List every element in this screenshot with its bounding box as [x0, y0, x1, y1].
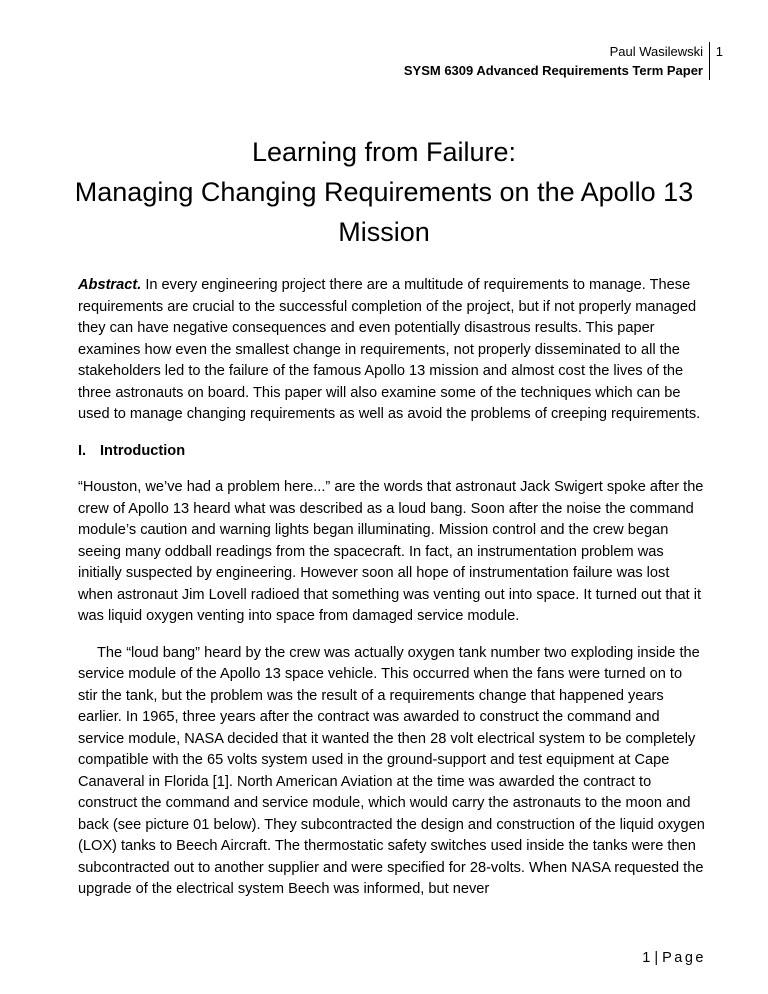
intro-paragraph-1: “Houston, we’ve had a problem here...” are the words that astronaut Jack Swigert spoke after the crew of Apollo 13 heard what was described as a loud bang. Soon after the noise the command module’s caution and warning lights began illuminating. Mission control and the crew began seeing many oddball readings from the spacecraft. In fact, an instrumentation problem was initially suspected by engineering. However soon all hope of instrumentation failure was lost when astronaut Jim Lovell radioed that something was venting out into space. It turned out that it was liquid oxygen venting into space from damaged service module. — [78, 479, 704, 624]
section-number: I. — [78, 442, 87, 459]
section-heading-introduction — [78, 441, 705, 463]
title-line-2: Managing Changing Requirements on the Apollo 13 — [74, 177, 694, 207]
header-author: Paul Wasilewski — [609, 44, 703, 59]
header-course: SYSM 6309 Advanced Requirements Term Paper — [403, 63, 703, 78]
paper-title — [60, 132, 708, 252]
header-page-number: 1 — [715, 44, 723, 59]
header-text-block — [404, 42, 710, 80]
abstract-label: Abstract. — [78, 277, 142, 293]
page-header — [403, 42, 723, 80]
footer-page-number: 1 — [642, 950, 651, 966]
paper-body — [78, 275, 705, 916]
title-line-3: Mission — [338, 217, 430, 247]
abstract-text: In every engineering project there are a multitude of requirements to manage. These requirements are crucial to the successful completion of the project, but if not properly managed they can have negative consequences and even potentially disastrous results. This paper examines how even the smallest change in requirements, not properly disseminated to all the stakeholders led to the failure of the famous Apollo 13 mission and almost cost the lives of the three astronauts on board. This paper will also examine some of the techniques which can be used to manage changing requirements as well as avoid the problems of creeping requirements. — [78, 277, 701, 422]
section-title: Introduction — [100, 442, 186, 459]
abstract-paragraph — [78, 275, 705, 426]
page-footer — [642, 950, 706, 966]
intro-paragraph-2: The “loud bang” heard by the crew was actually oxygen tank number two exploding inside the service module of the Apollo 13 space vehicle. This occurred when the fans were turned on to stir the tank, but the problem was the result of a requirements change that happened years earlier. In 1965, three years after the contract was awarded to construct the command and service module, NASA decided that it wanted the then 28 volt electrical system to be completely compatible with the 65 volts system used in the ground-support and test equipment at Cape Canaveral in Florida [1]. North American Aviation at the time was awarded the contract to construct the command and service module, which would carry the astronauts to the moon and back (see picture 01 below). They subcontracted the design and construction of the liquid oxygen (LOX) tanks to Beech Aircraft. The thermostatic safety switches used inside the tanks were then subcontracted out to another supplier and were specified for 28-volts. When NASA requested the upgrade of the electrical system Beech was informed, but never — [78, 644, 705, 897]
footer-separator: | — [654, 950, 659, 966]
title-line-1: Learning from Failure: — [251, 137, 517, 167]
footer-page-word: Page — [662, 950, 706, 966]
